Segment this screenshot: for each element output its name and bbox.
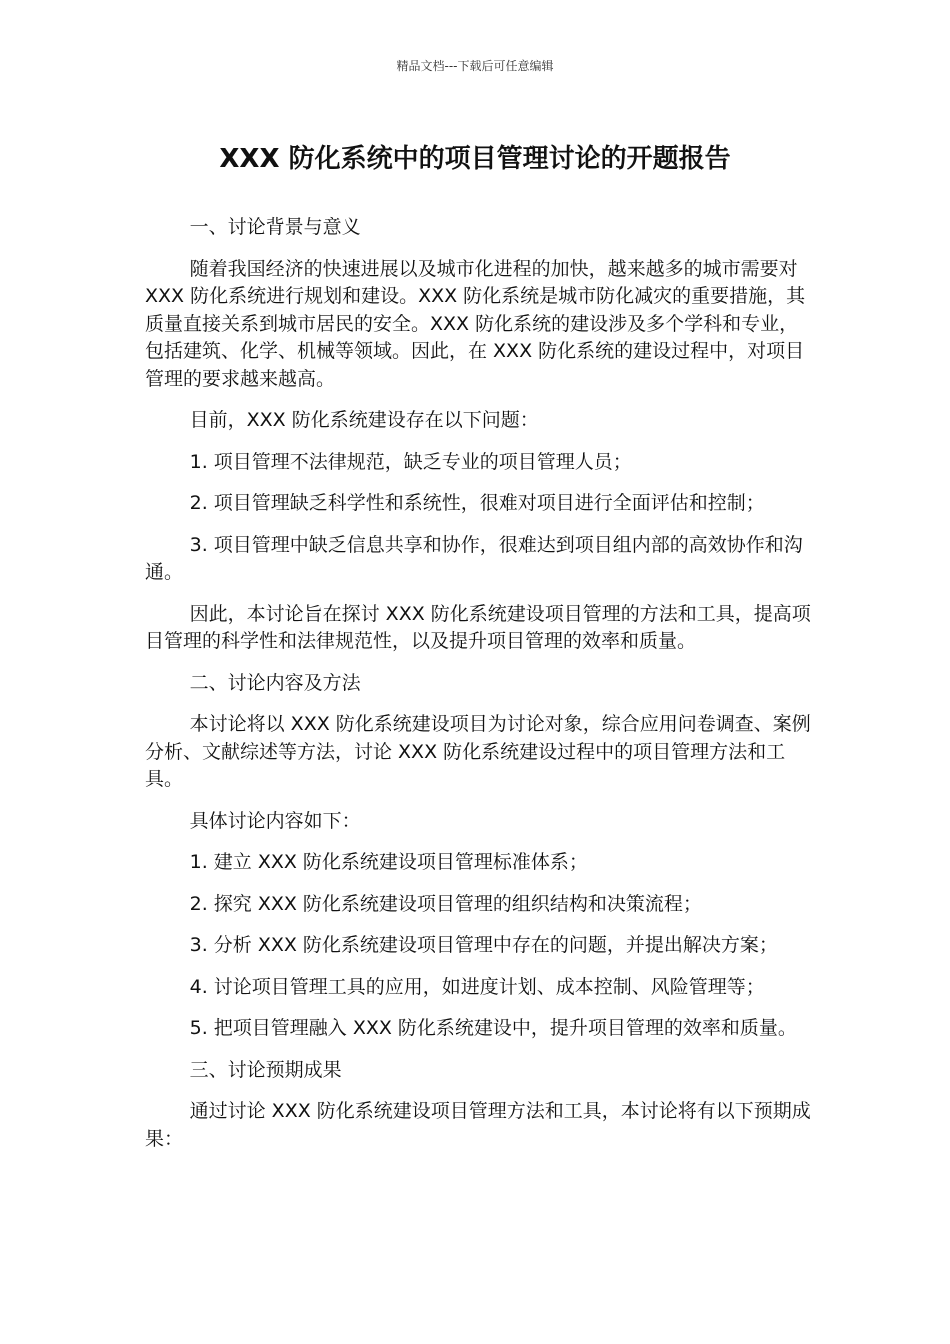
list-item-problem-1: 1. 项目管理不法律规范，缺乏专业的项目管理人员； bbox=[189, 450, 632, 473]
paragraph-purpose: 因此，本讨论旨在探讨 XXX 防化系统建设项目管理的方法和工具，提高项目管理的科学性和法律规范性，以及提升项目管理的效率和质量。 bbox=[145, 602, 811, 652]
section-heading-content-methods: 二、讨论内容及方法 bbox=[189, 671, 361, 694]
section-heading-background: 一、讨论背景与意义 bbox=[189, 216, 361, 238]
list-item-content-1: 1. 建立 XXX 防化系统建设项目管理标准体系； bbox=[189, 851, 588, 873]
header-note: 精品文档---下载后可任意编辑 bbox=[396, 59, 554, 73]
document-title: XXX 防化系统中的项目管理讨论的开题报告 bbox=[219, 144, 731, 174]
section-heading-expected-results: 三、讨论预期成果 bbox=[189, 1058, 342, 1081]
paragraph-problems-intro: 目前，XXX 防化系统建设存在以下问题： bbox=[189, 409, 539, 431]
paragraph-background: 随着我国经济的快速进展以及城市化进程的加快，越来越多的城市需要对 XXX 防化系统进行规划和建设。XXX 防化系统是城市防化减灾的重要措施，其质量直接关系到城市居民的安全。XXX 防化系统的建设涉及多个学科和专业，包括建筑、化学、机械等领域。因此，在 XXX 防化系统的建设过程中，对项目管理的要求越来越高。 bbox=[145, 257, 806, 390]
list-item-content-4: 4. 讨论项目管理工具的应用，如进度计划、成本控制、风险管理等； bbox=[189, 975, 765, 998]
list-item-content-2: 2. 探究 XXX 防化系统建设项目管理的组织结构和决策流程； bbox=[189, 892, 702, 915]
list-item-problem-3: 3. 项目管理中缺乏信息共享和协作，很难达到项目组内部的高效协作和沟通。 bbox=[145, 533, 803, 583]
paragraph-content-intro: 具体讨论内容如下： bbox=[189, 809, 361, 832]
document-body bbox=[145, 214, 817, 1167]
list-item-content-5: 5. 把项目管理融入 XXX 防化系统建设中，提升项目管理的效率和质量。 bbox=[189, 1017, 797, 1039]
list-item-problem-2: 2. 项目管理缺乏科学性和系统性，很难对项目进行全面评估和控制； bbox=[189, 492, 765, 514]
paragraph-methods: 本讨论将以 XXX 防化系统建设项目为讨论对象，综合应用问卷调查、案例分析、文献综述等方法，讨论 XXX 防化系统建设过程中的项目管理方法和工具。 bbox=[145, 713, 811, 790]
paragraph-expected-results: 通过讨论 XXX 防化系统建设项目管理方法和工具，本讨论将有以下预期成果： bbox=[145, 1100, 811, 1150]
list-item-content-3: 3. 分析 XXX 防化系统建设项目管理中存在的问题，并提出解决方案； bbox=[189, 934, 778, 956]
